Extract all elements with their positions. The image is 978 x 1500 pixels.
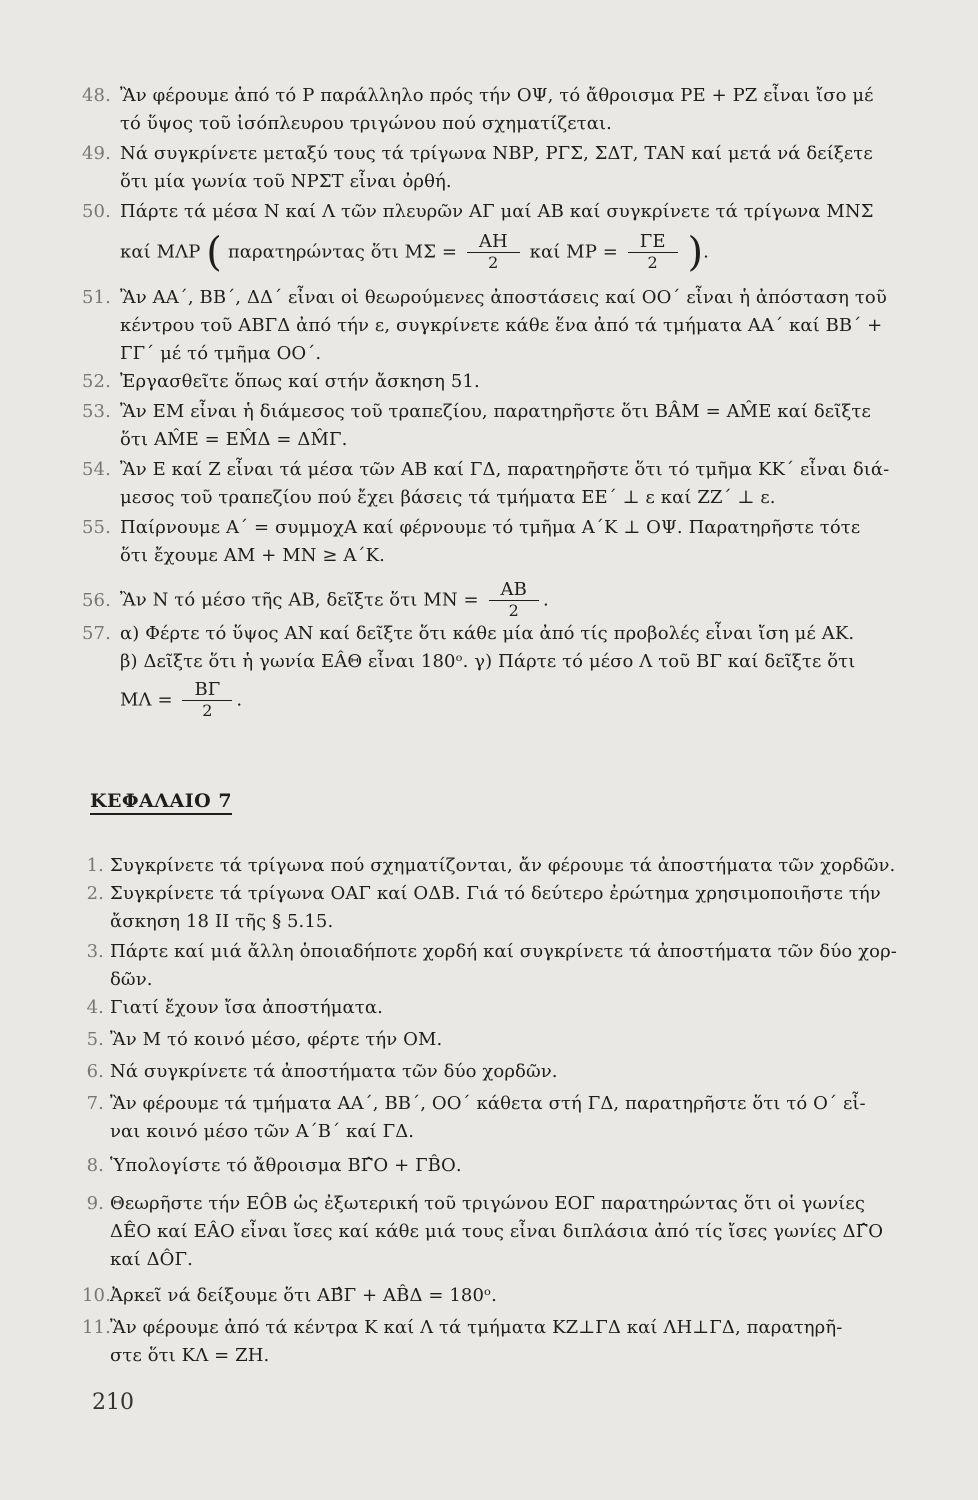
exercise-number: 53. xyxy=(82,401,111,422)
fraction-numerator: ΒΓ xyxy=(182,680,232,701)
fraction-numerator: ΑΒ xyxy=(489,580,539,601)
exercise-text: Νά συγκρίνετε τά ἀποστήματα τῶν δύο χορδῶν. xyxy=(110,1061,558,1082)
exercise-text: Παίρνουμε Α΄ = συμμοχΑ καί φέρνουμε τό τμῆμα Α΄Κ ⊥ ΟΨ. Παρατηρῆστε τότε xyxy=(120,517,861,538)
ch7-exercise-1 xyxy=(82,852,922,880)
exercise-text: Ἂν φέρουμε ἀπό τό Ρ παράλληλο πρός τήν ΟΨ, τό ἄθροισμα ΡΕ + ΡΖ εἶναι ἴσο μέ xyxy=(120,85,874,106)
ch7-exercise-4 xyxy=(82,994,922,1022)
fraction-denominator: 2 xyxy=(488,253,499,272)
exercise-51 xyxy=(82,284,922,368)
exercise-text: ναι κοινό μέσο τῶν Α΄Β΄ καί ΓΔ. xyxy=(110,1121,415,1142)
exercise-number: 54. xyxy=(82,459,111,480)
exercise-text: Πάρτε τά μέσα Ν καί Λ τῶν πλευρῶν ΑΓ μαί ΑΒ καί συγκρίνετε τά τρίγωνα ΜΝΣ xyxy=(120,201,874,222)
exercise-number: 51. xyxy=(82,287,111,308)
ch7-exercise-9 xyxy=(82,1190,922,1274)
exercise-text: Ἂν φέρουμε τά τμήματα ΑΑ΄, ΒΒ΄, ΟΟ΄ κάθετα στή ΓΔ, παρατηρῆστε ὅτι τό Ο΄ εἶ- xyxy=(110,1093,866,1114)
exercise-text: καί ΜΡ = xyxy=(529,241,618,263)
exercise-number: 8. xyxy=(86,1155,104,1176)
exercise-number: 4. xyxy=(86,997,104,1018)
paren-open: ( xyxy=(206,229,222,276)
fraction xyxy=(182,680,232,721)
exercise-text: παρατηρώντας ὅτι ΜΣ = xyxy=(227,241,458,263)
exercise-text: Ἂν φέρουμε ἀπό τά κέντρα Κ καί Λ τά τμήματα ΚΖ⊥ΓΔ καί ΛΗ⊥ΓΔ, παρατηρῆ- xyxy=(110,1317,843,1338)
exercise-text: τό ὕψος τοῦ ἰσόπλευρου τριγώνου πού σχηματίζεται. xyxy=(120,113,612,134)
exercise-text: . xyxy=(542,589,549,611)
exercise-number: 6. xyxy=(86,1061,104,1082)
exercise-number: 9. xyxy=(86,1193,104,1214)
exercise-text: Ὑπολογίστε τό ἄθροισμα ΒΓ̂Ο + ΓB̂Ο. xyxy=(110,1155,462,1176)
fraction-denominator: 2 xyxy=(202,701,213,720)
exercise-text: Ἂν Μ τό κοινό μέσο, φέρτε τήν ΟΜ. xyxy=(110,1029,443,1050)
exercise-text: β) Δεῖξτε ὅτι ἡ γωνία ΕÂΘ εἶναι 180ᵒ. γ) Πάρτε τό μέσο Λ τοῦ ΒΓ καί δεῖξτε ὅτι xyxy=(120,651,856,672)
exercise-number: 11. xyxy=(82,1317,111,1338)
exercise-text: ἄσκηση 18 ΙΙ τῆς § 5.15. xyxy=(110,911,334,932)
exercise-text: μεσος τοῦ τραπεζίου πού ἔχει βάσεις τά τμήματα ΕΕ΄ ⊥ ε καί ΖΖ΄ ⊥ ε. xyxy=(120,487,776,508)
exercise-text: ὅτι μία γωνία τοῦ ΝΡΣΤ εἶναι ὀρθή. xyxy=(120,171,452,192)
exercise-text: Ἂν Ε καί Ζ εἶναι τά μέσα τῶν ΑΒ καί ΓΔ, παρατηρῆστε ὅτι τό τμῆμα ΚΚ΄ εἶναι διά- xyxy=(120,459,890,480)
exercise-number: 7. xyxy=(86,1093,104,1114)
exercise-text: δῶν. xyxy=(110,969,153,990)
exercise-text: Θεωρῆστε τήν ΕÔΒ ὡς ἐξωτερική τοῦ τριγώνου ΕΟΓ παρατηρώντας ὅτι οἱ γωνίες xyxy=(110,1193,866,1214)
fraction-denominator: 2 xyxy=(647,253,658,272)
exercise-text: στε ὅτι ΚΛ = ΖΗ. xyxy=(110,1345,270,1366)
exercise-number: 55. xyxy=(82,517,111,538)
exercise-text: ὅτι ἔχουμε ΑΜ + ΜΝ ≥ Α΄Κ. xyxy=(120,545,385,566)
exercise-number: 2. xyxy=(86,883,104,904)
exercise-text: Ἀρκεῖ νά δείξουμε ὅτι ΑΒ̂Γ + ΑB̂Δ = 180ᵒ. xyxy=(110,1285,497,1306)
exercise-text: ΔÊΟ καί ΕÂΟ εἶναι ἴσες καί κάθε μιά τους εἶναι διπλάσια ἀπό τίς ἴσες γωνίες ΔΓ̂Ο xyxy=(110,1221,884,1242)
exercise-text: Ἂν Ν τό μέσο τῆς ΑΒ, δεῖξτε ὅτι ΜΝ = xyxy=(120,589,479,611)
chapter-title: ΚΕΦΑΛΑΙΟ 7 xyxy=(90,790,232,815)
exercise-text: . xyxy=(236,689,243,711)
exercise-text: ὅτι ΑM̂Ε = ΕM̂Δ = ΔM̂Γ. xyxy=(120,429,348,450)
ch7-exercise-10 xyxy=(82,1282,922,1310)
exercise-55 xyxy=(82,514,922,570)
exercise-text: Ἂν ΑΑ΄, ΒΒ΄, ΔΔ΄ εἶναι οἱ θεωρούμενες ἀποστάσεις καί ΟΟ΄ εἶναι ἡ ἀπόσταση τοῦ xyxy=(120,287,887,308)
fraction xyxy=(467,232,520,273)
exercise-number: 50. xyxy=(82,201,111,222)
fraction-numerator: ΓΕ xyxy=(628,232,678,253)
fraction-numerator: ΑΗ xyxy=(467,232,520,253)
exercise-50-formula-line xyxy=(82,229,922,276)
ch7-exercise-2 xyxy=(82,880,922,936)
ch7-exercise-11 xyxy=(82,1314,922,1370)
exercise-text: Πάρτε καί μιά ἄλλη ὁποιαδήποτε χορδή καί συγκρίνετε τά ἀποστήματα τῶν δύο χορ- xyxy=(110,941,897,962)
exercise-text: Γιατί ἔχουν ἴσα ἀποστήματα. xyxy=(110,997,383,1018)
exercise-text: Νά συγκρίνετε μεταξύ τους τά τρίγωνα ΝΒΡ, ΡΓΣ, ΣΔΤ, ΤΑΝ καί μετά νά δείξετε xyxy=(120,143,873,164)
exercise-number: 1. xyxy=(86,855,104,876)
ch7-exercise-5 xyxy=(82,1026,922,1054)
page-number: 210 xyxy=(92,1390,134,1415)
exercise-57-formula-line xyxy=(82,680,922,721)
exercise-56 xyxy=(82,580,922,621)
exercise-text: Ἂν ΕΜ εἶναι ἡ διάμεσος τοῦ τραπεζίου, παρατηρῆστε ὅτι ΒÂΜ = ΑM̂Ε καί δεῖξτε xyxy=(120,401,871,422)
exercise-number: 57. xyxy=(82,623,111,644)
exercise-54 xyxy=(82,456,922,512)
exercise-text: καί ΜΛΡ xyxy=(120,241,201,263)
exercise-57 xyxy=(82,620,922,721)
exercise-number: 3. xyxy=(86,941,104,962)
exercise-number: 5. xyxy=(86,1029,104,1050)
exercise-text: ΜΛ = xyxy=(120,689,173,711)
exercise-text: . xyxy=(703,241,709,263)
ch7-exercise-3 xyxy=(82,938,922,994)
ch7-exercise-8 xyxy=(82,1152,922,1180)
exercise-number: 52. xyxy=(82,371,111,392)
exercise-number: 48. xyxy=(82,85,111,106)
exercise-text: κέντρου τοῦ ΑΒΓΔ ἀπό τήν ε, συγκρίνετε κάθε ἕνα ἀπό τά τμήματα ΑΑ΄ καί ΒΒ΄ + xyxy=(120,315,883,336)
exercise-text: Συγκρίνετε τά τρίγωνα πού σχηματίζονται, ἄν φέρουμε τά ἀποστήματα τῶν χορδῶν. xyxy=(110,855,896,876)
exercise-48 xyxy=(82,82,922,138)
exercise-52 xyxy=(82,368,922,396)
exercise-text: Συγκρίνετε τά τρίγωνα ΟΑΓ καί ΟΔΒ. Γιά τό δεύτερο ἐρώτημα χρησιμοποιῆστε τήν xyxy=(110,883,881,904)
fraction xyxy=(628,232,678,273)
exercise-49 xyxy=(82,140,922,196)
exercise-number: 56. xyxy=(82,589,111,611)
ch7-exercise-6 xyxy=(82,1058,922,1086)
exercise-number: 49. xyxy=(82,143,111,164)
ch7-exercise-7 xyxy=(82,1090,922,1146)
exercise-text: ΓΓ΄ μέ τό τμῆμα ΟΟ΄. xyxy=(120,343,322,364)
exercise-text: καί ΔÔΓ. xyxy=(110,1249,193,1270)
fraction xyxy=(489,580,539,621)
exercise-50 xyxy=(82,198,922,276)
exercise-text: α) Φέρτε τό ὕψος ΑΝ καί δεῖξτε ὅτι κάθε μία ἀπό τίς προβολές εἶναι ἴση μέ ΑΚ. xyxy=(120,623,855,644)
paren-close: ) xyxy=(687,229,704,276)
fraction-denominator: 2 xyxy=(508,601,519,620)
exercise-53 xyxy=(82,398,922,454)
exercise-number: 10. xyxy=(82,1285,111,1306)
exercise-text: Ἐργασθεῖτε ὅπως καί στήν ἄσκηση 51. xyxy=(120,371,480,392)
